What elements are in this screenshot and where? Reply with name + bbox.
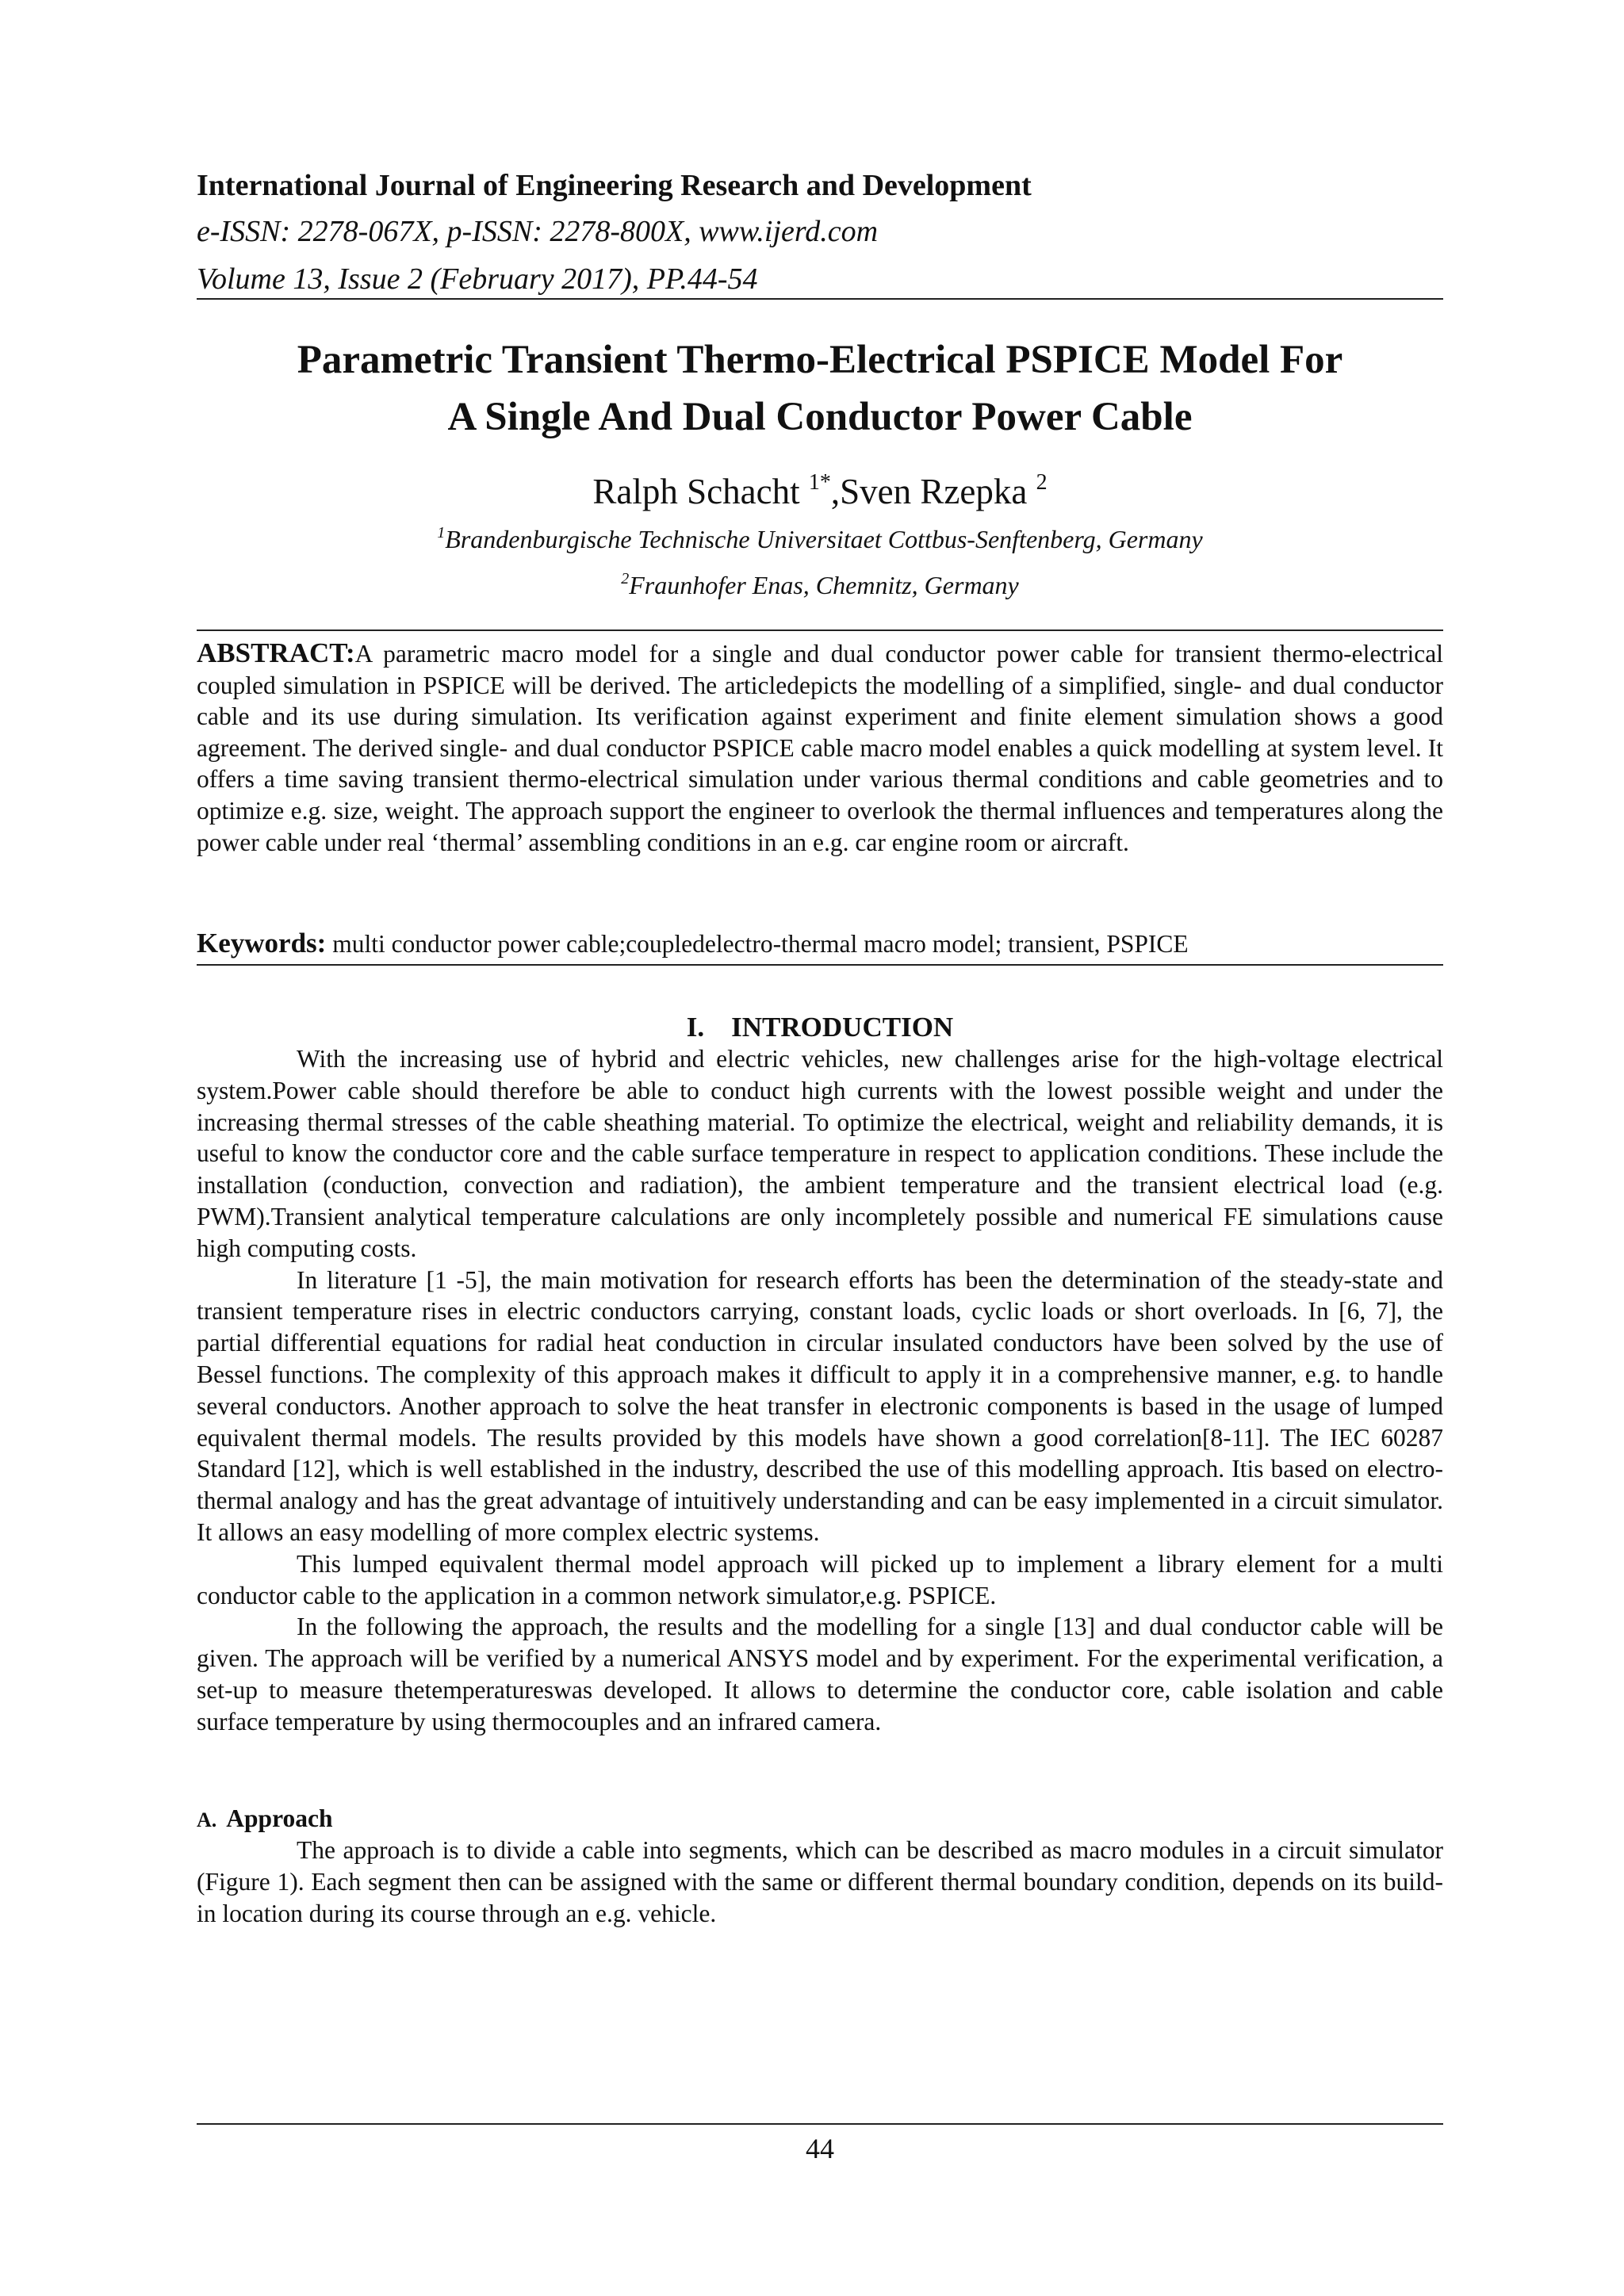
footer-rule — [197, 2123, 1443, 2125]
journal-volume: Volume 13, Issue 2 (February 2017), PP.44-54 — [197, 262, 758, 296]
keywords — [197, 928, 1443, 960]
author-list — [197, 458, 1443, 516]
affiliation-text-2: Fraunhofer Enas, Chemnitz, Germany — [629, 571, 1019, 599]
intro-paragraph-4: In the following the approach, the results and the modelling for a single [13] and dual conductor cable will be given. The approach will be verified by a numerical ANSYS model and by experiment. For the experimental verification, a set-up to measure thetemperatureswas developed. It allows to determine the conductor core, cable isolation and cable surface temperature by using thermocouples and an infrared camera. — [197, 1613, 1443, 1735]
author-name-1: Ralph Schacht — [592, 472, 809, 511]
author-marker-1: 1* — [808, 470, 831, 495]
affiliation-text-1: Brandenburgische Technische Universitaet Cottbus-Senftenberg, Germany — [445, 525, 1203, 553]
keywords-bottom-rule — [197, 964, 1443, 966]
intro-paragraph-1: With the increasing use of hybrid and electric vehicles, new challenges arise for the high-voltage electrical system.Power cable should therefore be able to conduct high currents with the lowest possible weight and under the increasing thermal stresses of the cable sheathing material. To optimize the electrical, weight and reliability demands, it is useful to know the conductor core and the cable surface temperature in respect to application conditions. These include the installation (conduction, convection and radiation), the ambient temperature and the transient electrical load (e.g. PWM).Transient analytical temperature calculations are only incompletely possible and numerical FE simulations cause high computing costs. — [197, 1045, 1443, 1262]
journal-issn: e-ISSN: 2278-067X, p-ISSN: 2278-800X, www.ijerd.com — [197, 215, 879, 248]
journal-name: International Journal of Engineering Research and Development — [197, 169, 1032, 202]
abstract-text: A parametric macro model for a single and dual conductor power cable for transient thermo-electrical coupled simulation in PSPICE will be derived. The articledepicts the modelling of a simplified, single- and dual conductor cable and its use during simulation. Its verification against experiment and finite element simulation shows a good agreement. The derived single- and dual conductor PSPICE cable macro model enables a quick modelling at system level. It offers a time saving transient thermo-electrical simulation under various thermal conditions and cable geometries and to optimize e.g. size, weight. The approach support the engineer to overlook the thermal influences and temperatures along the power cable under real ‘thermal’ assembling conditions in an e.g. car engine room or aircraft. — [197, 640, 1443, 856]
abstract-top-rule — [197, 629, 1443, 631]
header-rule — [197, 298, 1443, 300]
section-number: I. — [686, 1012, 705, 1043]
intro-paragraph-2: In literature [1 -5], the main motivation for research efforts has been the determination of the steady-state and transient temperature rises in electric conductors carrying, constant loads, cyclic loads or short overloads. In [6, 7], the partial differential equations for radial heat conduction in circular insulated conductors have been solved by the use of Bessel functions. The complexity of this approach makes it difficult to apply it in a comprehensive manner, e.g. to handle several conductors. Another approach to solve the heat transfer in electronic components is based in the usage of lumped equivalent thermal models. The results provided by this models have shown a good correlation[8-11]. The IEC 60287 Standard [12], which is well established in the industry, described the use of this modelling approach. Itis based on electro-thermal analogy and has the great advantage of intuitively understanding and can be easy implemented in a circuit simulator. It allows an easy modelling of more complex electric systems. — [197, 1265, 1443, 1546]
author-name-2: ,Sven Rzepka — [830, 472, 1036, 511]
subsection-letter: A. — [197, 1808, 217, 1831]
intro-paragraph-3: This lumped equivalent thermal model approach will picked up to implement a library element for a multi conductor cable to the application in a common network simulator,e.g. PSPICE. — [197, 1549, 1443, 1609]
approach-body — [197, 1835, 1443, 1929]
paper-title — [197, 331, 1443, 446]
subsection-title: Approach — [226, 1804, 333, 1832]
keywords-label: Keywords: — [197, 928, 327, 959]
subsection-heading-approach — [197, 1803, 1443, 1836]
title-line-2: A Single And Dual Conductor Power Cable — [447, 395, 1193, 439]
affiliation-marker-2: 2 — [621, 570, 630, 587]
abstract-label: ABSTRACT: — [197, 637, 355, 668]
page-number: 44 — [806, 2133, 834, 2164]
affiliation-marker-1: 1 — [437, 524, 446, 541]
affiliation-1 — [197, 515, 1443, 557]
title-line-1: Parametric Transient Thermo-Electrical PSPICE Model For — [297, 338, 1343, 382]
section-title: INTRODUCTION — [731, 1012, 954, 1043]
author-marker-2: 2 — [1036, 470, 1048, 495]
affiliation-2 — [197, 561, 1443, 603]
approach-paragraph: The approach is to divide a cable into segments, which can be described as macro modules in a circuit simulator (Figure 1). Each segment then can be assigned with the same or different thermal boundary condition, depends on its build-in location during its course through an e.g. vehicle. — [197, 1836, 1443, 1927]
abstract — [197, 637, 1443, 858]
introduction-body — [197, 1043, 1443, 1738]
section-heading-introduction — [197, 1012, 1443, 1043]
keywords-text: multi conductor power cable;coupledelectro-thermal macro model; transient, PSPICE — [326, 930, 1189, 958]
